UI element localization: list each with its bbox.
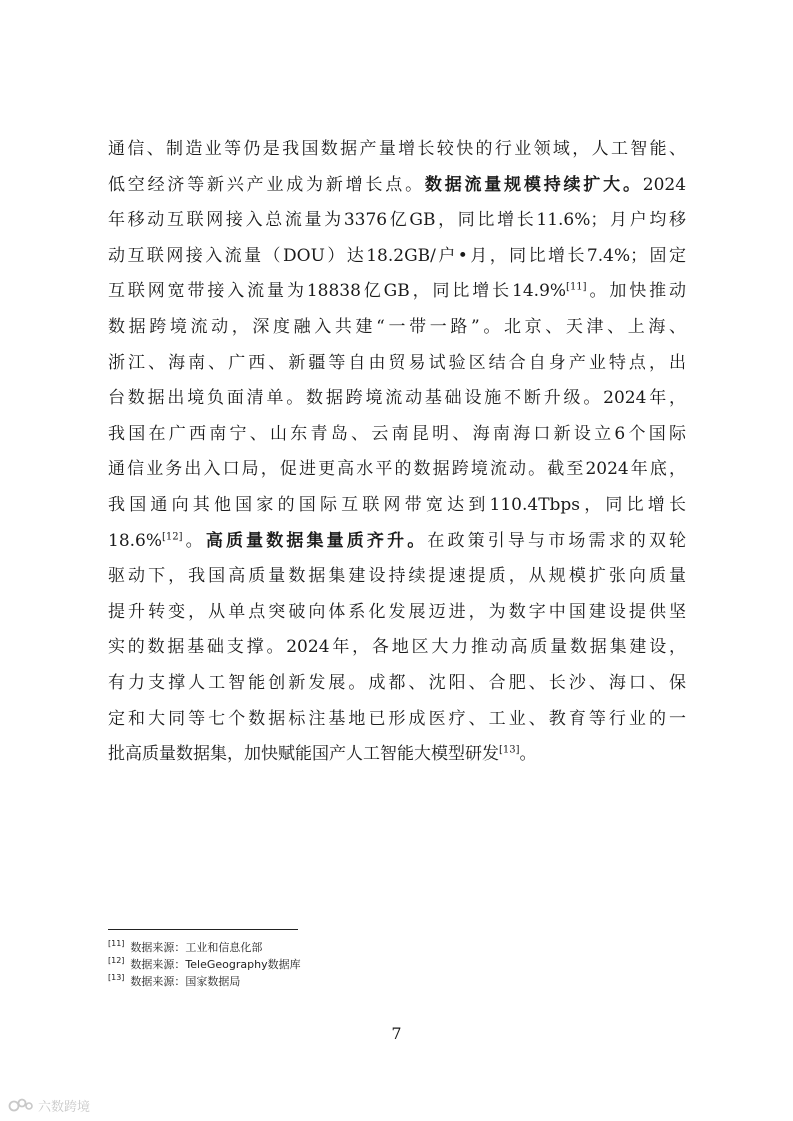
text-line xyxy=(108,274,686,310)
text-run: 台数据出境负面清单。数据跨境流动基础设施不断升级。2024年， xyxy=(108,388,686,409)
footnote-text: 数据来源：TeleGeography数据库 xyxy=(130,958,301,971)
text-line xyxy=(108,630,686,666)
text-line xyxy=(108,239,686,275)
text-run: 有力支撑人工智能创新发展。成都、沈阳、合肥、长沙、海口、保 xyxy=(108,672,686,693)
text-run: 18.6% xyxy=(108,530,163,551)
text-run: 我国在广西南宁、山东青岛、云南昆明、海南海口新设立6个国际 xyxy=(108,423,686,444)
text-line xyxy=(108,417,686,453)
text-line xyxy=(108,132,686,168)
text-line xyxy=(108,381,686,417)
footnote-item xyxy=(108,956,608,973)
text-run: 。 xyxy=(182,530,206,551)
brand-logo-icon xyxy=(8,1097,34,1113)
text-run: 提升转变，从单点突破向体系化发展迈进，为数字中国建设提供坚 xyxy=(108,601,686,622)
text-line xyxy=(108,203,686,239)
text-line xyxy=(108,524,686,560)
footnote-item xyxy=(108,973,608,990)
footnote-text: 数据来源：国家数据局 xyxy=(130,975,241,988)
bold-heading: 高质量数据集量质齐升。 xyxy=(205,530,428,551)
text-line xyxy=(108,346,686,382)
text-run: 通信业务出入口局，促进更高水平的数据跨境流动。截至2024年底， xyxy=(108,459,686,480)
text-run: 驱动下，我国高质量数据集建设持续提速提质，从规模扩张向质量 xyxy=(108,566,686,587)
watermark-text: 六数跨境 xyxy=(38,1099,91,1115)
footnote-mark: [13] xyxy=(108,973,125,983)
text-line xyxy=(108,595,686,631)
text-line xyxy=(108,488,686,524)
text-run: 年移动互联网接入总流量为3376亿GB，同比增长11.6%；月户均移 xyxy=(108,210,686,231)
page-number: 7 xyxy=(391,1024,402,1043)
footnote-reference: [13] xyxy=(499,744,520,756)
text-line xyxy=(108,666,686,702)
text-run: 浙江、海南、广西、新疆等自由贸易试验区结合自身产业特点，出 xyxy=(108,352,686,373)
text-run: 互联网宽带接入流量为18838亿GB，同比增长14.9% xyxy=(108,281,567,302)
text-run: 。 xyxy=(519,744,537,765)
footnote-reference: [11] xyxy=(566,281,587,293)
text-line xyxy=(108,168,686,204)
text-line xyxy=(108,452,686,488)
footnote-item xyxy=(108,939,608,956)
footnote-mark: [12] xyxy=(108,956,125,966)
text-run: 2024 xyxy=(642,174,687,195)
text-line xyxy=(108,559,686,595)
text-run: 。加快推动 xyxy=(586,281,686,302)
text-run: 实的数据基础支撑。2024年，各地区大力推动高质量数据集建设， xyxy=(108,637,686,658)
text-run: 低空经济等新兴产业成为新增长点。 xyxy=(108,174,425,195)
text-run: 数据跨境流动，深度融入共建“一带一路”。北京、天津、上海、 xyxy=(108,316,686,337)
text-run: 动互联网接入流量（DOU）达18.2GB/户•月，同比增长7.4%；固定 xyxy=(108,245,686,266)
text-run: 在政策引导与市场需求的双轮 xyxy=(427,530,687,551)
text-run: 批高质量数据集，加快赋能国产人工智能大模型研发 xyxy=(108,744,499,765)
footnote-divider xyxy=(108,929,298,930)
footnote-reference: [12] xyxy=(162,530,183,542)
text-run: 定和大同等七个数据标注基地已形成医疗、工业、教育等行业的一 xyxy=(108,708,686,729)
watermark xyxy=(8,1095,90,1115)
text-line xyxy=(108,702,686,738)
text-run: 通信、制造业等仍是我国数据产量增长较快的行业领域，人工智能、 xyxy=(108,139,686,159)
footnote-mark: [11] xyxy=(108,939,125,949)
text-line xyxy=(108,310,686,346)
footnotes xyxy=(108,939,608,990)
bold-heading: 数据流量规模持续扩大。 xyxy=(424,174,643,195)
text-run: 我国通向其他国家的国际互联网带宽达到110.4Tbps，同比增长 xyxy=(108,494,686,515)
text-line xyxy=(108,737,686,773)
footnote-text: 数据来源：工业和信息化部 xyxy=(130,941,263,954)
body-paragraph xyxy=(108,132,686,773)
